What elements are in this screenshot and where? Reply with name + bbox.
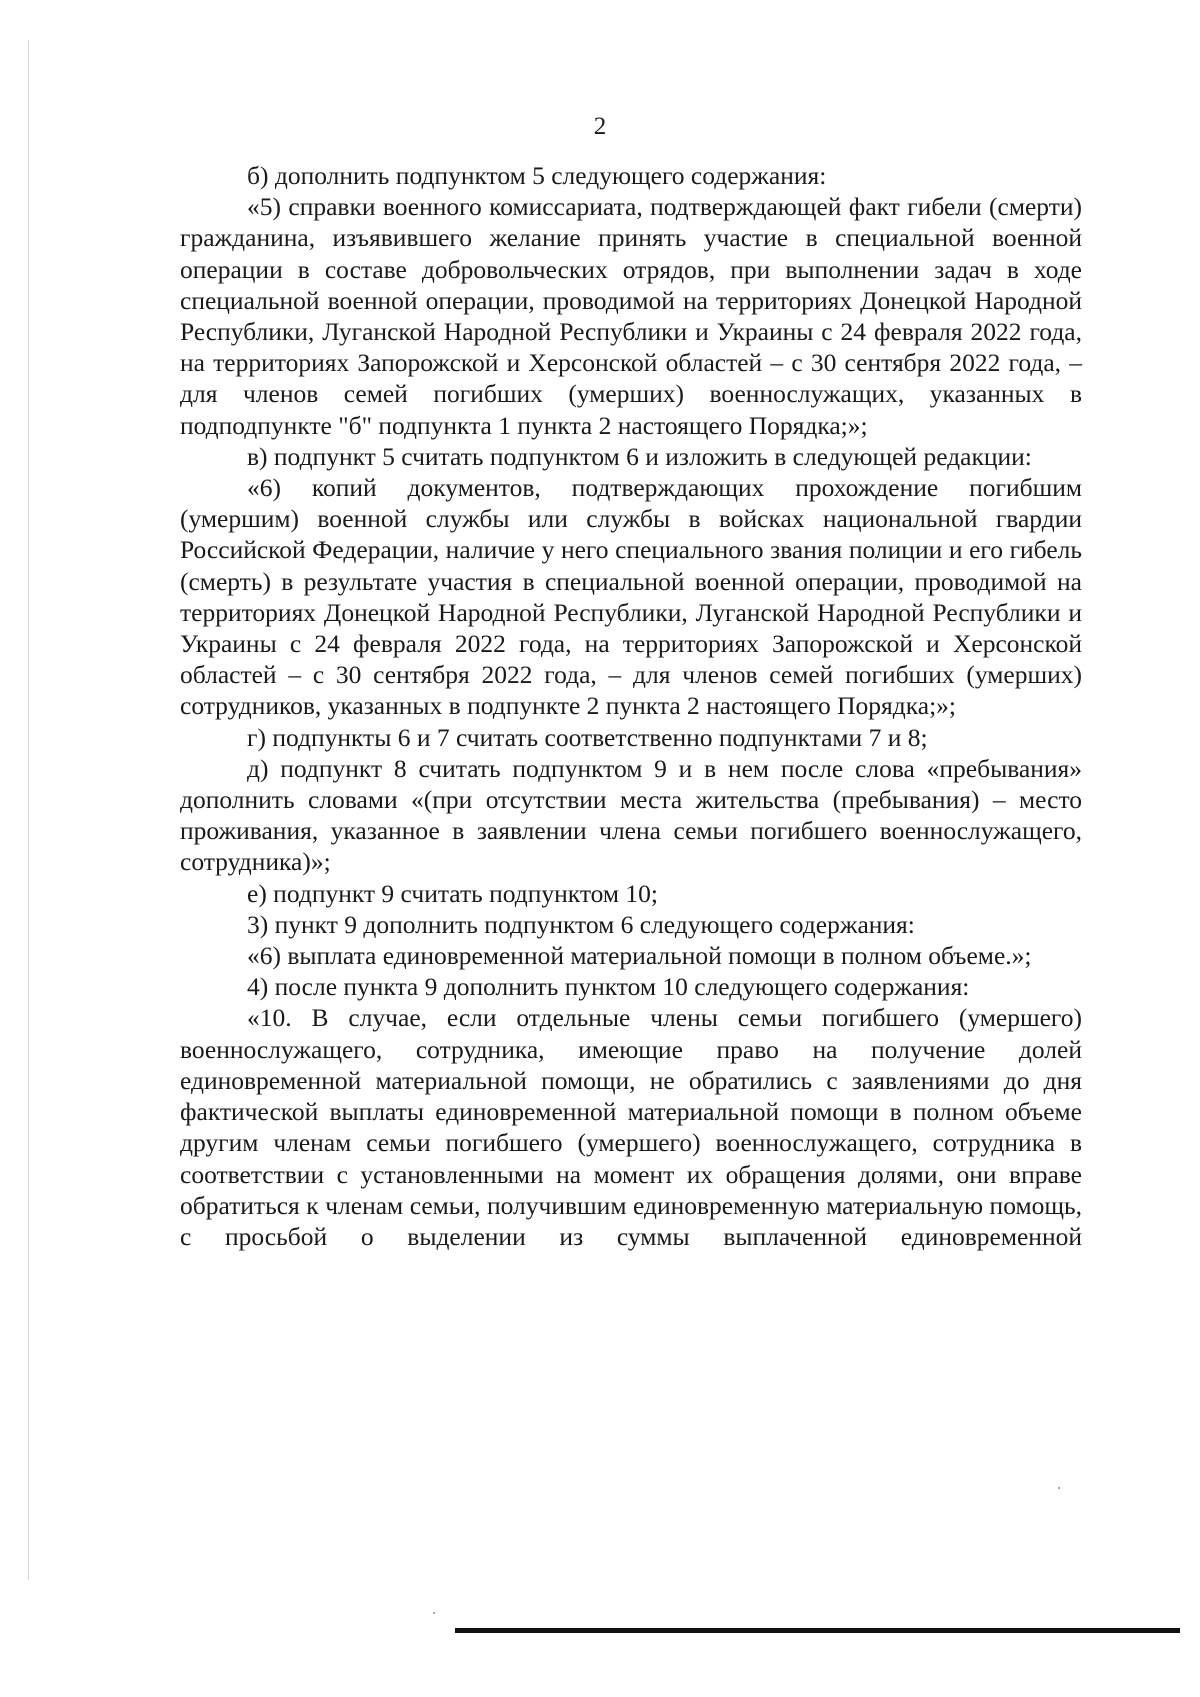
paragraph-point-10: «10. В случае, если отдельные члены семьи погибшего (умершего) военнослужащего, сотрудника, имеющие право на получение долей единовременной материальной помощи, не обратились с заявлениями до дня фактической выплаты единовременной материальной помощи в полном объеме другим членам семьи погибшего (умершего) военнослужащего, сотрудника в соответствии с установленными на момент их обращения долями, они вправе обратиться к членам семьи, получившим единовременную материальную помощь, с просьбой о выделении из суммы выплаченной единовременной [180, 1003, 1082, 1251]
document-body [180, 160, 1082, 1252]
paragraph-item-4: 4) после пункта 9 дополнить пунктом 10 следующего содержания: [247, 972, 970, 1002]
paragraph-amend-e: е) подпункт 9 считать подпунктом 10; [247, 878, 659, 908]
scan-speck [433, 1612, 435, 1614]
scan-edge-line [28, 40, 29, 1580]
page-number: 2 [593, 113, 607, 140]
paragraph-subpoint-6: «6) копий документов, подтверждающих прохождение погибшим (умершим) военной службы или службы в войсках национальной гвардии Российской Федерации, наличие у него специального звания полиции и его гибель (смерть) в результате участия в специальной военной операции, проводимой на территориях Донецкой Народной Республики, Луганской Народной Республики и Украины с 24 февраля 2022 года, на территориях Запорожской и Херсонской областей – с 30 сентября 2022 года, – для членов семей погибших (умерших) сотрудников, указанных в подпункте 2 пункта 2 настоящего Порядка;»; [180, 473, 1082, 721]
bottom-scan-line [455, 1628, 1180, 1633]
scan-speck [1058, 1487, 1060, 1489]
paragraph-subpoint-6-payment: «6) выплата единовременной материальной помощи в полном объеме.»; [247, 941, 1032, 971]
paragraph-subpoint-5: «5) справки военного комиссариата, подтверждающей факт гибели (смерти) гражданина, изъявившего желание принять участие в специальной военной операции в составе добровольческих отрядов, при выполнении задач в ходе специальной военной операции, проводимой на территориях Донецкой Народной Республики, Луганской Народной Республики и Украины с 24 февраля 2022 года, на территориях Запорожской и Херсонской областей – с 30 сентября 2022 года, – для членов семей погибших (умерших) военнослужащих, указанных в подподпункте "б" подпункта 1 пункта 2 настоящего Порядка;»; [180, 192, 1082, 440]
paragraph-amend-d: д) подпункт 8 считать подпунктом 9 и в нем после слова «пребывания» дополнить словами «(при отсутствии места жительства (пребывания) – место проживания, указанное в заявлении члена семьи погибшего военнослужащего, сотрудника)»; [180, 753, 1082, 877]
paragraph-amend-v: в) подпункт 5 считать подпунктом 6 и изложить в следующей редакции: [247, 441, 1032, 471]
paragraph-item-3: 3) пункт 9 дополнить подпунктом 6 следующего содержания: [247, 909, 915, 939]
paragraph-amend-b: б) дополнить подпунктом 5 следующего содержания: [247, 161, 827, 190]
paragraph-amend-g: г) подпункты 6 и 7 считать соответственно подпунктами 7 и 8; [247, 722, 928, 752]
